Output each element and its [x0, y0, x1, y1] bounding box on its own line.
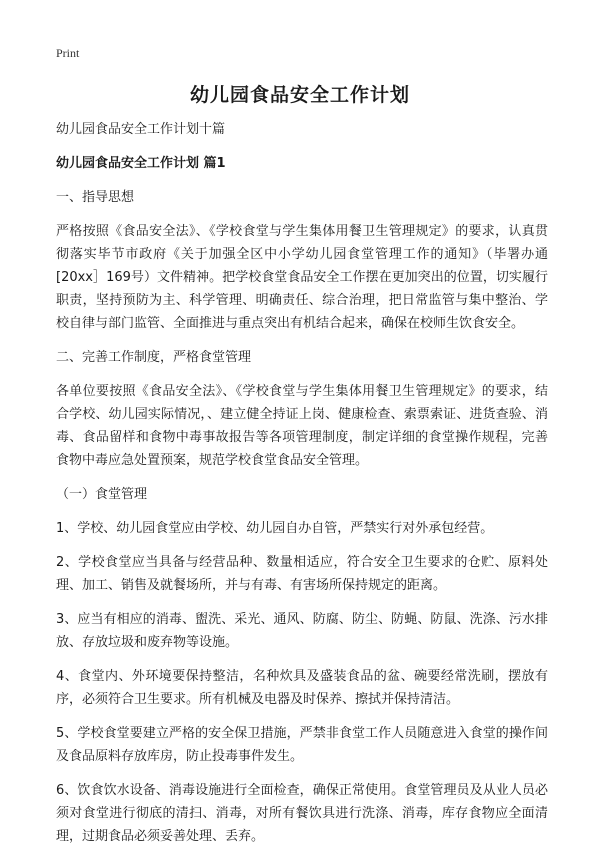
article-heading: 幼儿园食品安全工作计划 篇1: [56, 156, 226, 171]
document-title: 幼儿园食品安全工作计划: [189, 84, 410, 106]
paragraph: 严格按照《食品安全法》、《学校食堂与学生集体用餐卫生管理规定》的要求，认真贯彻落实毕节市政府《关于加强全区中小学幼儿园食堂管理工作的通知》（毕署办通[20xx］169号）文件精神。把学校食堂食品安全工作摆在更加突出的位置，切实履行职责，坚持预防为主、科学管理、明确责任、综合治理，把日常监管与集中整治、学校自律与部门监管、全面推进与重点突出有机结合起来，确保在校师生饮食安全。: [56, 224, 548, 331]
section-heading: 二、完善工作制度，严格食堂管理: [56, 350, 252, 365]
subsection-heading: （一）食堂管理: [56, 487, 148, 502]
list-item: 6、饮食饮水设备、消毒设施进行全面检查，确保正常使用。食堂管理员及从业人员必须对食堂进行彻底的清扫、消毒，对所有餐饮具进行洗涤、消毒，库存食物应全面清理，过期食品必须妥善处理、丢弃。: [56, 783, 548, 844]
document-body: [56, 118, 548, 859]
list-item: 4、食堂内、外环境要保持整洁，名种炊具及盛装食品的盆、碗要经常洗刷，摆放有序，必须符合卫生要求。所有机械及电器及时保养、擦拭并保持清洁。: [56, 669, 548, 707]
list-item: 2、学校食堂应当具备与经营品种、数量相适应，符合安全卫生要求的仓贮、原料处理、加工、销售及就餐场所，并与有毒、有害场所保持规定的距离。: [56, 555, 548, 593]
paragraph: 各单位要按照《食品安全法》、《学校食堂与学生集体用餐卫生管理规定》的要求，结合学校、幼儿园实际情况，、建立健全持证上岗、健康检查、索票索证、进货查验、消毒、食品留样和食物中毒事故报告等各项管理制度，制定详细的食堂操作规程，完善食物中毒应急处置预案，规范学校食堂食品安全管理。: [56, 384, 548, 468]
print-label: Print: [56, 46, 80, 60]
list-item: 3、应当有相应的消毒、盥洗、采光、通风、防腐、防尘、防蝇、防鼠、洗涤、污水排放、存放垃圾和废弃物等设施。: [56, 612, 548, 650]
document-subtitle: 幼儿园食品安全工作计划十篇: [56, 122, 226, 137]
list-item: 5、学校食堂要建立严格的安全保卫措施，严禁非食堂工作人员随意进入食堂的操作间及食品原料存放库房，防止投毒事件发生。: [56, 726, 548, 764]
list-item: 1、学校、幼儿园食堂应由学校、幼儿园自办自管，严禁实行对外承包经营。: [56, 521, 494, 536]
section-heading: 一、指导思想: [56, 190, 135, 205]
